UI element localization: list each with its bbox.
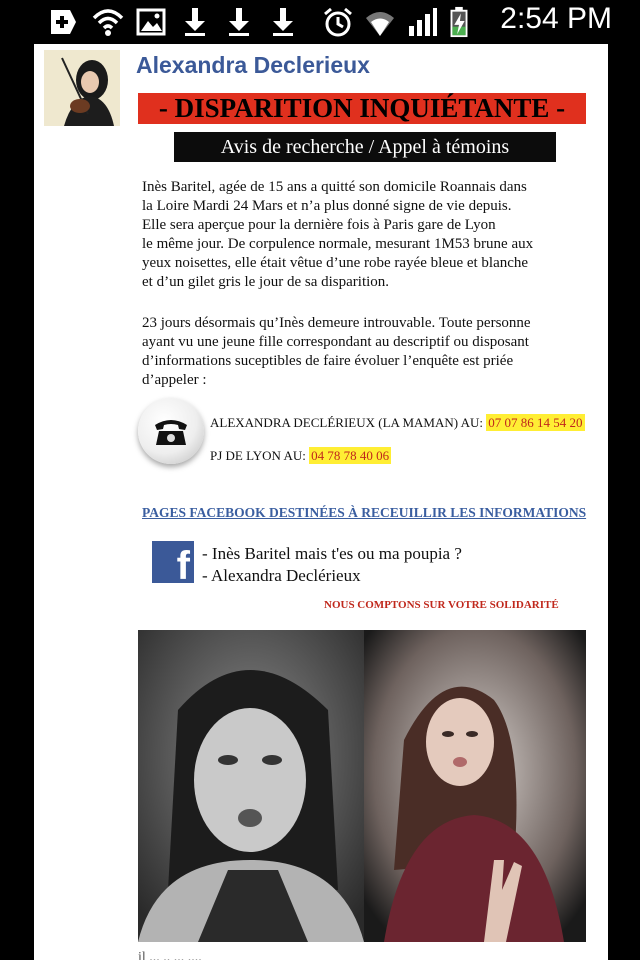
avatar-image	[44, 50, 120, 126]
appeal-line: d’appeler :	[142, 372, 207, 388]
signal-icon	[406, 6, 438, 38]
description-line: le même jour. De corpulence normale, mesurant 1M53 brune aux	[142, 236, 534, 252]
description-line: la Loire Mardi 24 Mars et n’a plus donné signe de vie depuis.	[142, 198, 512, 214]
poster-subheadline: Avis de recherche / Appel à témoins	[174, 132, 556, 162]
post-card	[34, 44, 608, 960]
wifi-icon	[364, 6, 396, 38]
missing-person-photo-2	[364, 630, 586, 942]
facebook-pages-heading: PAGES FACEBOOK DESTINÉES À RECEUILLIR LES INFORMATIONS	[142, 505, 587, 520]
description-line: et d’un gilet gris le jour de sa disparition.	[142, 274, 390, 290]
facebook-icon: f	[152, 541, 194, 583]
post-author-name[interactable]: Alexandra Declerieux	[136, 52, 370, 78]
add-icon	[48, 6, 78, 38]
facebook-page-2: - Alexandra Declérieux	[202, 566, 361, 585]
facebook-page-1: - Inès Baritel mais t'es ou ma poupia ?	[202, 544, 462, 563]
contact-police	[210, 448, 391, 464]
wifi-hotspot-icon	[92, 6, 124, 38]
download-icon	[182, 6, 208, 38]
download-icon	[226, 6, 252, 38]
description-line: Inès Baritel, agée de 15 ans a quitté son domicile Roannais dans	[142, 179, 527, 195]
appeal-line: 23 jours désormais qu’Inès demeure introuvable. Toute personne	[142, 315, 531, 331]
clock: 2:54 PM	[500, 2, 612, 35]
contact-mother-number[interactable]: 07 07 86 14 54 20	[488, 415, 583, 430]
contact-mother	[210, 415, 585, 431]
description-paragraph	[142, 178, 598, 292]
download-icon	[270, 6, 296, 38]
contact-mother-label: ALEXANDRA DECLÉRIEUX (LA MAMAN) AU:	[210, 415, 483, 430]
status-bar	[0, 0, 640, 44]
appeal-paragraph	[142, 314, 598, 390]
image-icon	[136, 6, 166, 38]
appeal-line: ayant vu une jeune fille correspondant au descriptif ou disposant	[142, 334, 529, 350]
solidarity-note: NOUS COMPTONS SUR VOTRE SOLIDARITÉ	[324, 599, 559, 611]
alarm-icon	[322, 6, 354, 38]
appeal-line: d’informations suceptibles de faire évoluer l’enquête est priée	[142, 353, 514, 369]
telephone-icon	[138, 398, 204, 464]
poster-headline: - DISPARITION INQUIÉTANTE -	[138, 93, 586, 124]
description-line: Elle sera aperçue pour la dernière fois à Paris gare de Lyon	[142, 217, 496, 233]
contact-police-label: PJ DE LYON AU:	[210, 448, 306, 463]
post-caption-cutoff: il ... .. ... ....	[138, 950, 202, 960]
contact-police-number[interactable]: 04 78 78 40 06	[311, 448, 390, 463]
description-line: yeux noisettes, elle était vêtue d’une robe rayée bleue et blanche	[142, 255, 529, 271]
avatar[interactable]	[44, 50, 120, 126]
battery-charging-icon	[448, 6, 470, 38]
missing-person-photo-1	[138, 630, 364, 942]
